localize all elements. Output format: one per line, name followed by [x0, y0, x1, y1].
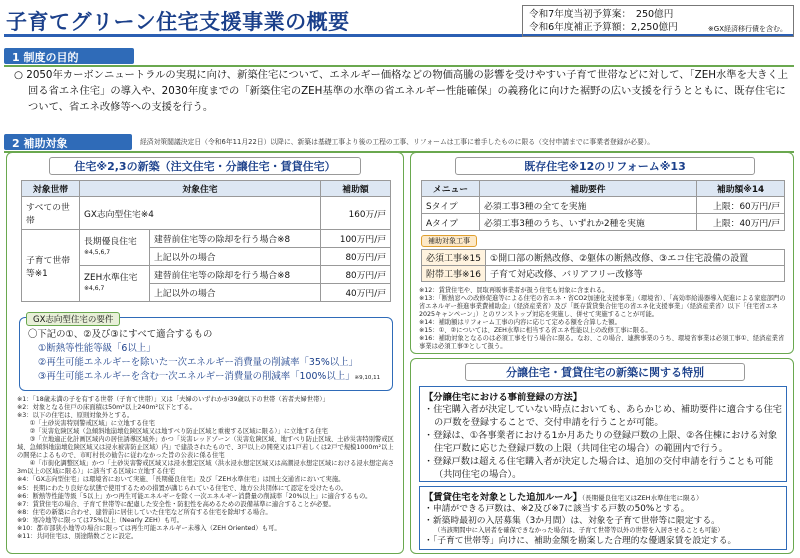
reform-footnote: ※15：①、②については、ZEH水準に相当する省エネ性能以上の改修工事に限る。: [419, 327, 652, 335]
footnote: ③「立地適正化計画区域内の居住誘導区域外」かつ「災害レッドゾーン（災害危険区域、地すべり防止区域、土砂災害特別警戒区域、急傾斜地崩壊危険区域又は浸水被害防止区域）内」で建設されたもので、3戸以上の開発又は1戸若しくは2戸で規模1000m²以上の開発によるもので、市町村長の勧告に従わなかった旨の公表に係る住宅: [17, 436, 394, 460]
page-title: 子育てグリーン住宅支援事業の概要: [6, 10, 350, 34]
footnote: ※5：長期にわたり良好な状態で使用するための措置が講じられている住宅で、地方公共団体にて認定を受けたもの。: [17, 484, 348, 492]
reform-s-amount: 上限：60万円/戸: [697, 197, 785, 214]
zeh-other-amount: 40万円/戸: [321, 284, 391, 302]
long-rebuild-amount: 100万円/戸: [321, 230, 391, 248]
gx-requirements-list: [28, 328, 388, 385]
footnote: ①「土砂災害特別警戒区域」に立地する住宅: [17, 420, 155, 428]
section2-note: 経済対策閣議決定日（令和6年11月22日）以降に、新築は基礎工事より後の工程の工事、リフォームは工事に着手したものに限る（交付申請までに事業者登録が必要）。: [140, 138, 655, 146]
gx-amount-cell: 160万/戸: [321, 197, 391, 230]
all-households-cell: すべての世帯: [22, 197, 80, 230]
budget-line-1: 令和7年度当初予算案： 250億円: [529, 9, 674, 20]
reform-footnotes: [419, 287, 787, 351]
long-life-note: ※4,5,6,7: [84, 249, 111, 256]
col-header-house: 対象住宅: [80, 181, 321, 197]
gx-req-1: ①断熱等性能等級「6以上」: [38, 343, 156, 354]
footnote: ④「市街化調整区域」かつ「土砂災害警戒区域又は浸水想定区域（洪水浸水想定区域又は高潮浸水想定区域における浸水想定高さ3m以上の区域に限る）」に該当する区域に立地する住宅: [17, 460, 395, 476]
rental-title-row: [424, 489, 782, 503]
reform-footnote: ※14：補助額はリフォーム工事の内容に応じて定める額を合算した額。: [419, 319, 621, 327]
special-panel: [410, 358, 794, 554]
long-rebuild-label: 建替前住宅等の除却を行う場合※8: [150, 230, 321, 248]
reform-col-amount: 補助額※14: [697, 181, 785, 197]
gx-requirements-box: [19, 317, 393, 391]
new-build-panel: [6, 152, 404, 554]
reform-col-menu: メニュー: [422, 181, 480, 197]
section2-heading: 2 補助対象: [4, 134, 132, 150]
zeh-other-label: 上記以外の場合: [150, 284, 321, 302]
presale-item-1: ・住宅購入者が決定していない時点においても、あらかじめ、補助要件に適合する住宅の戸数を登録することで、交付申請を行うことが可能。: [424, 404, 782, 428]
reform-table: [421, 180, 785, 231]
footnote: ※2：対象となる住戸の床面積は50m²以上240m²以下とする。: [17, 404, 196, 412]
gx-house-cell: GX志向型住宅※4: [80, 197, 321, 230]
required-works-label: 必須工事※15: [422, 250, 486, 266]
gx-req-2: ②再生可能エネルギーを除いた一次エネルギー消費量の削減率「35%以上」: [38, 357, 358, 368]
presale-title: 【分譲住宅における事前登録の方法】: [424, 392, 583, 403]
long-life-cell: [80, 230, 150, 266]
reform-a-menu: Aタイプ: [422, 214, 480, 231]
footnote: ※11：共同住宅は、別途階数ごとに設定。: [17, 532, 138, 540]
purpose-text-block: [14, 67, 792, 115]
zeh-label: ZEH水準住宅: [84, 273, 138, 283]
left-footnotes: [17, 396, 397, 541]
budget-line-2: 令和6年度補正予算額：2,250億円: [529, 22, 678, 33]
rental-title: 【賃貸住宅を対象とした追加ルール】: [424, 492, 582, 503]
gx-requirements-tag: GX志向型住宅の要件: [26, 312, 120, 326]
footnote: ②「災害危険区域（急傾斜地崩壊危険区域又は地すべり防止区域と重複する区域に限る）」に立地する住宅: [17, 428, 328, 436]
long-other-amount: 80万円/戸: [321, 248, 391, 266]
reform-works-tag: 補助対象工事: [421, 235, 477, 247]
reform-s-menu: Sタイプ: [422, 197, 480, 214]
footnote: ※8：住宅の新築に合わせ、建替前に居住していた住宅など所有する住宅を除却する場合。: [17, 508, 272, 516]
gx-req-3-note: ※9,10,11: [354, 375, 381, 381]
section1-heading: 1 制度の目的: [4, 48, 134, 64]
budget-box: [522, 5, 794, 37]
long-other-label: 上記以外の場合: [150, 248, 321, 266]
required-works-text: ①開口部の断熱改修、②躯体の断熱改修、③エコ住宅設備の設置: [486, 250, 785, 266]
child-households-cell: 子育て世帯等※1: [22, 230, 80, 302]
zeh-cell: [80, 266, 150, 302]
reform-footnote: ※12：賃貸住宅や、買取再販事業者が扱う住宅も対象に含まれる。: [419, 287, 609, 294]
presale-item-2: ・登録は、①各事業者における1か月あたりの登録戸数の上限、②各住棟における対象住宅戸数に応じた登録戸数の上限（共同住宅の場合）の範囲内で行う。: [424, 430, 778, 454]
footnote: ※7：賃貸住宅の場合、子育て世帯等に配慮した安全性・防犯性を高めるための設備基準に適合することが必要。: [17, 500, 335, 508]
purpose-text: 2050年カーボンニュートラルの実現に向け、新築住宅について、エネルギー価格などの物価高騰の影響を受けやすい子育て世帯などに対して、「ZEH水準を大きく上回る省エネ住宅」の導入や、2030年度までの「新築住宅のZEH基準の水準の省エネルギー性能確保」の義務化に向けた裾野の広い支援を行うとともに、既存住宅について、省エネ改修等への支援を行う。: [26, 69, 789, 113]
col-header-amount: 補助額: [321, 181, 391, 197]
footnote: ※3：以下の住宅は、原則対象外とする。: [17, 412, 134, 420]
rental-item-3: ・「子育て世帯等」向けに、補助金額を勘案した合理的な優遇家賃を設定する。: [424, 536, 737, 546]
special-title: 分譲住宅・賃貸住宅の新築に関する特別: [465, 363, 745, 381]
footnote: ※6：断熱等性能等級「5以上」かつ再生可能エネルギーを除く一次エネルギー消費量の削減率「20%以上」に適合するもの。: [17, 492, 372, 500]
new-build-title: 住宅※2,3の新築（注文住宅・分譲住宅・賃貸住宅）: [49, 157, 361, 175]
section1-header: [4, 46, 794, 67]
budget-note: ※GX経済移行債を含む。: [707, 25, 787, 33]
rental-note: （長期優良住宅又はZEH水準住宅に限る）: [581, 494, 703, 502]
footnote: ※9：寒冷地等に限っては75%以上（Nearly ZEH）も可。: [17, 516, 183, 524]
rental-subnote: （当該期間中に入居者を確保できなかった場合は、子育て世帯等以外の世帯を入居させることも可能）: [434, 527, 724, 534]
zeh-rebuild-label: 建替前住宅等の除却を行う場合※8: [150, 266, 321, 284]
new-build-table: [21, 180, 391, 302]
reform-works-table: [421, 249, 785, 282]
zeh-rebuild-amount: 80万円/戸: [321, 266, 391, 284]
extra-works-label: 附帯工事※16: [422, 266, 486, 282]
reform-a-amount: 上限：40万円/戸: [697, 214, 785, 231]
gx-req-3: ③再生可能エネルギーを含む一次エネルギー消費量の削減率「100%以上」: [38, 371, 355, 382]
rental-item-1: ・申請ができる戸数は、※2及び※7に該当する戸数の50%とする。: [424, 504, 690, 514]
rental-block: [419, 486, 787, 550]
presale-item-3: ・登録戸数は超える住宅購入者が決定した場合は、追加の交付申請を行うことも可能（共同住宅の場合）。: [424, 456, 774, 480]
col-header-household: 対象世帯: [22, 181, 80, 197]
reform-panel: [410, 152, 794, 354]
reform-s-req: 必須工事3種の全てを実施: [480, 197, 697, 214]
presale-block: [419, 386, 787, 482]
footnote: ※10：都市部狭小地等の場合に限っては再生可能エネルギー未導入（ZEH Oriented）も可。: [17, 524, 281, 532]
reform-a-req: 必須工事3種のうち、いずれか2種を実施: [480, 214, 697, 231]
long-life-label: 長期優良住宅: [84, 237, 137, 247]
rental-item-2: ・新築時最初の入居募集（3か月間）は、対象を子育て世帯等に限定する。: [424, 516, 720, 526]
gx-requirements-intro: 〇下記の①、②及び③にすべて適合するもの: [28, 329, 213, 340]
reform-footnote: ※16：補助対象となるのは必須工事を行う場合に限る。なお、この場合、連携事業のうち、環境省事業は必須工事①、経済産業省事業は必須工事③として扱う。: [419, 335, 785, 351]
reform-footnote: ※13：「断熱窓への改修促進等による住宅の省エネ・省CO2加速化支援事業」（環境省）、「高効率給湯器導入促進による家庭部門の省エネルギー推進事業費補助金」（経済産業省）及び「既存賃貸集合住宅の省エネ化支援事業」（経済産業省）以下「住宅省エネ2025キャンペーン」）とのワンストップ対応を実施し、併せて実施することが可能。: [419, 295, 786, 319]
reform-title: 既存住宅※12のリフォーム※13: [455, 157, 755, 175]
circle-bullet-icon: ○: [14, 69, 27, 81]
zeh-note: ※4,6,7: [84, 285, 105, 292]
extra-works-text: 子育て対応改修、バリアフリー改修等: [486, 266, 785, 282]
gx-req-3-row: [28, 370, 388, 385]
footnote: ※1：「18歳未満の子を有する世帯（子育て世帯）」又は「夫婦のいずれかが39歳以下の世帯（若者夫婦世帯）」: [17, 396, 329, 403]
reform-col-req: 補助要件: [480, 181, 697, 197]
footnote: ※4：「GX志向型住宅」は環境省において実施、「長期優良住宅」及び「ZEH水準住宅」は国土交通省において実施。: [17, 476, 345, 484]
